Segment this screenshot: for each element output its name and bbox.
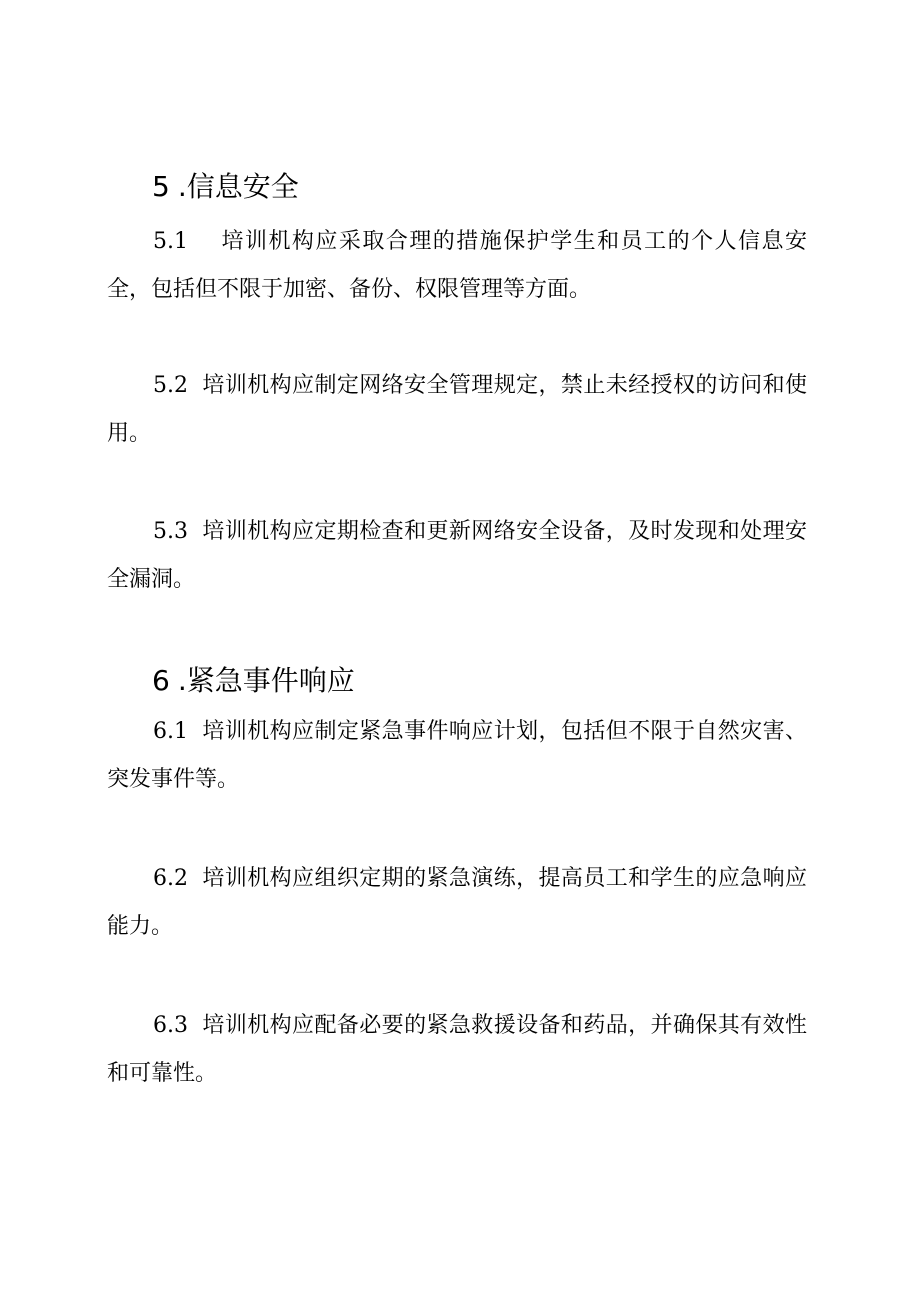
paragraph (107, 708, 807, 804)
paragraph-text: 培训机构应配备必要的紧急救援设备和药品，并确保其有效性和可靠性。 (107, 1013, 807, 1086)
section-heading (152, 170, 299, 204)
section-title: .紧急事件响应 (177, 664, 355, 697)
paragraph-text: 培训机构应定期检查和更新网络安全设备，及时发现和处理安全漏洞。 (107, 519, 807, 592)
paragraph-number: 6.2 (153, 866, 188, 891)
paragraph-text: 培训机构应采取合理的措施保护学生和员工的个人信息安全，包括但不限于加密、备份、权限管理等方面。 (107, 229, 807, 302)
paragraph-number: 6.1 (153, 719, 188, 744)
paragraph (107, 508, 807, 604)
paragraph (107, 855, 807, 951)
paragraph (107, 218, 807, 314)
section-number: 5 (152, 170, 170, 203)
section-title: .信息安全 (177, 170, 299, 203)
paragraph-number: 5.3 (153, 519, 188, 544)
paragraph-number: 6.3 (153, 1013, 188, 1038)
paragraph-number: 5.1 (153, 229, 188, 254)
paragraph (107, 1002, 807, 1098)
paragraph-text: 培训机构应组织定期的紧急演练，提高员工和学生的应急响应能力。 (107, 866, 807, 939)
paragraph-text: 培训机构应制定紧急事件响应计划，包括但不限于自然灾害、突发事件等。 (107, 719, 807, 792)
paragraph-text: 培训机构应制定网络安全管理规定，禁止未经授权的访问和使用。 (107, 373, 807, 446)
paragraph (107, 362, 807, 458)
paragraph-number: 5.2 (153, 373, 188, 398)
section-heading (152, 664, 355, 698)
section-number: 6 (152, 664, 170, 697)
